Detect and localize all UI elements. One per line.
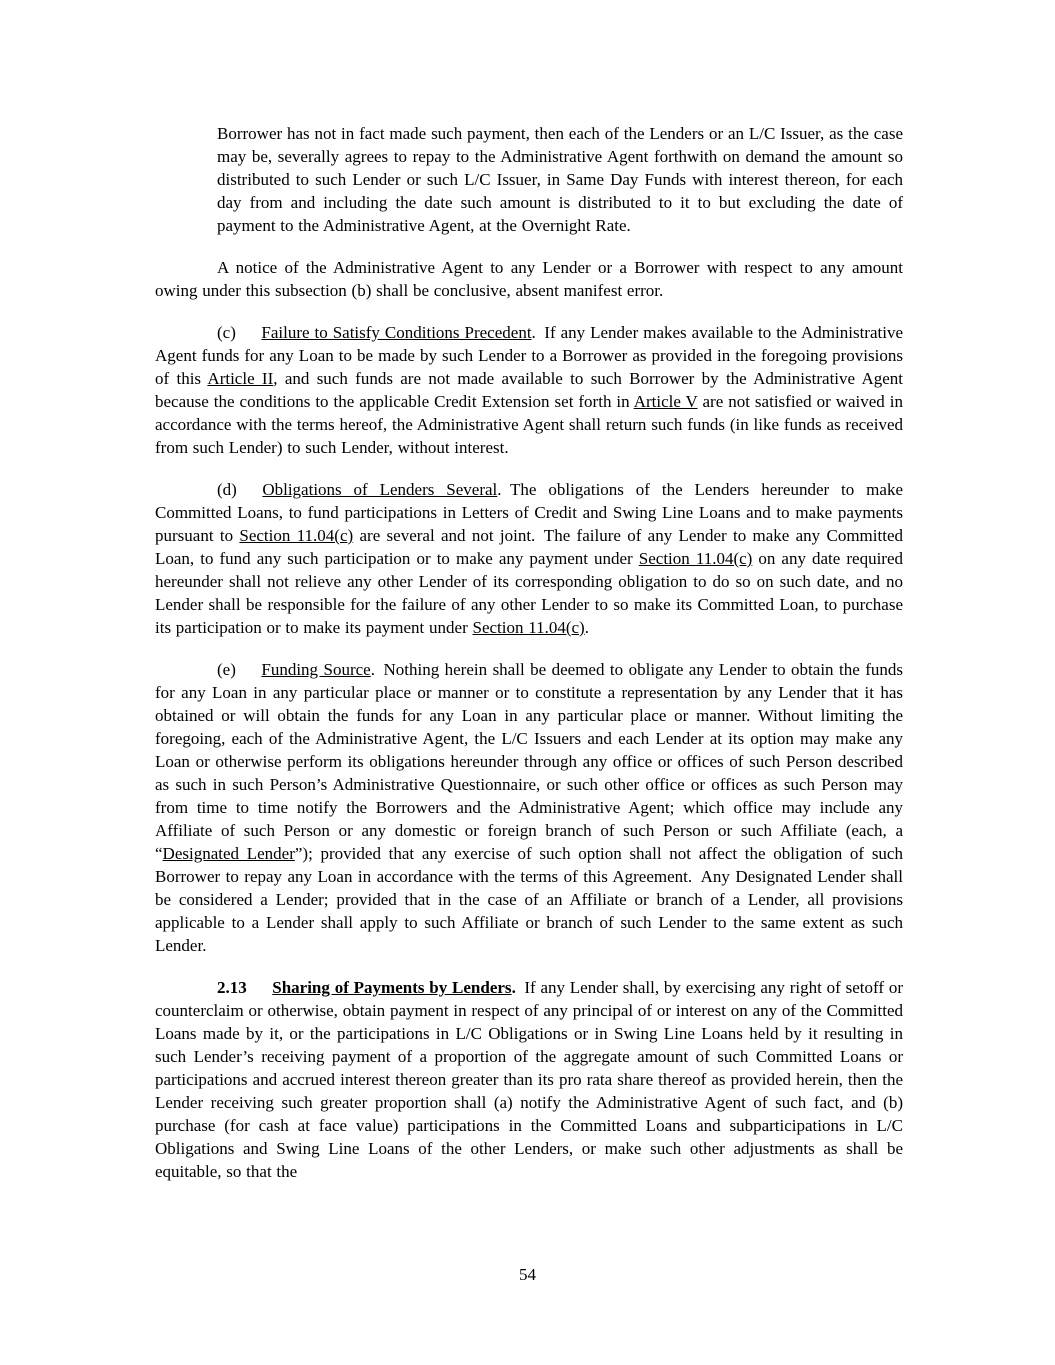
text-run: A notice of the Administrative Agent to any Lender or a Borrower with respect to any amount owing under this subsection (b) shall be conclusive, absent manifest error. [155,258,903,300]
paragraph [155,478,903,639]
text-run: (d) [217,480,263,499]
underlined-text: Article II [207,369,274,388]
paragraph [155,321,903,459]
underlined-text: Failure to Satisfy Conditions Precedent [261,323,532,342]
document-body [155,122,903,1202]
underlined-text: Designated Lender [162,844,295,863]
text-run: Borrower has not in fact made such payment, then each of the Lenders or an L/C Issuer, as the case may be, severally agrees to repay to the Administrative Agent forthwith on demand the amount so distributed to such Lender or such L/C Issuer, in Same Day Funds with interest thereon, for each day from and including the date such amount is distributed to it to but excluding the date of payment to the Administrative Agent, at the Overnight Rate. [217,124,903,235]
text-run: If any Lender shall, by exercising any right of setoff or counterclaim or otherwise, obtain payment in respect of any principal of or interest on any of the Committed Loans made by it, or the participations in L/C Obligations or in Swing Line Loans held by it resulting in such Lender’s receiving payment of a proportion of the aggregate amount of such Committed Loans or participations and accrued interest thereon greater than its pro rata share thereof as provided herein, then the Lender receiving such greater proportion shall (a) notify the Administrative Agent of such fact, and (b) purchase (for cash at face value) participations in the Committed Loans and subparticipations in L/C Obligations and Swing Line Loans of the other Lenders, or make such other adjustments as shall be equitable, so that the [155,978,903,1181]
text-run: . The obligations of the Lenders hereunder to make Committed Loans, to fund participations in Letters of Credit and Swing Line Loans and to make payments pursuant to [155,480,903,545]
underlined-text: Funding Source [261,660,371,679]
page-number: 54 [519,1265,536,1284]
underlined-text: Obligations of Lenders Several [262,480,498,499]
text-run: ”); provided that any exercise of such option shall not affect the obligation of such Borrower to repay any Loan in accordance with the terms of this Agreement. Any Designated Lender shall be considered a Lender; provided that in the case of an Affiliate or branch of a Lender, all provisions applicable to a Lender shall apply to such Affiliate or branch of such Lender to the same extent as such Lender. [155,844,903,955]
text-run: . If any Lender makes available to the Administrative Agent funds for any Loan to be made by such Lender to a Borrower as provided in the foregoing provisions of this [155,323,903,388]
text-run: (e) [217,660,262,679]
underlined-text: Article V [633,392,698,411]
underlined-text: Sharing of Payments by Lenders [272,978,512,997]
paragraph [217,122,903,237]
underlined-text: Section 11.04(c) [472,618,585,637]
bold-text: . [511,978,516,997]
text-run: are not satisfied or waived in accordance with the terms hereof, the Administrative Agent shall return such funds (in like funds as received from such Lender) to such Lender, without interest. [155,392,903,457]
text-run: (c) [217,323,262,342]
paragraph [155,256,903,302]
underlined-text: Section 11.04(c) [638,549,753,568]
text-run: are several and not joint. The failure of any Lender to make any Committed Loan, to fund any such participation or to make any payment under [155,526,903,568]
bold-text: 2.13 [217,978,273,997]
underlined-text: Section 11.04(c) [239,526,354,545]
text-run: . Nothing herein shall be deemed to obligate any Lender to obtain the funds for any Loan in any particular place or manner or to constitute a representation by any Lender that it has obtained or will obtain the funds for any Loan in any particular place or manner. Without limiting the foregoing, each of the Administrative Agent, the L/C Issuers and each Lender at its option may make any Loan or otherwise perform its obligations hereunder through any office or offices of such Person described as such in such Person’s Administrative Questionnaire, or such other office or offices as such Person may from time to time notify the Borrowers and the Administrative Agent; which office may include any Affiliate of such Person or any domestic or foreign branch of such Person or such Affiliate (each, a “ [155,660,903,863]
text-run: on any date required hereunder shall not relieve any other Lender of its corresponding obligation to do so on such date, and no Lender shall be responsible for the failure of any other Lender to so make its Committed Loan, to purchase its participation or to make its payment under [155,549,904,637]
paragraph [155,658,903,957]
paragraph [155,976,903,1183]
text-run: . [584,618,589,637]
text-run: , and such funds are not made available to such Borrower by the Administrative Agent because the conditions to the applicable Credit Extension set forth in [155,369,903,411]
